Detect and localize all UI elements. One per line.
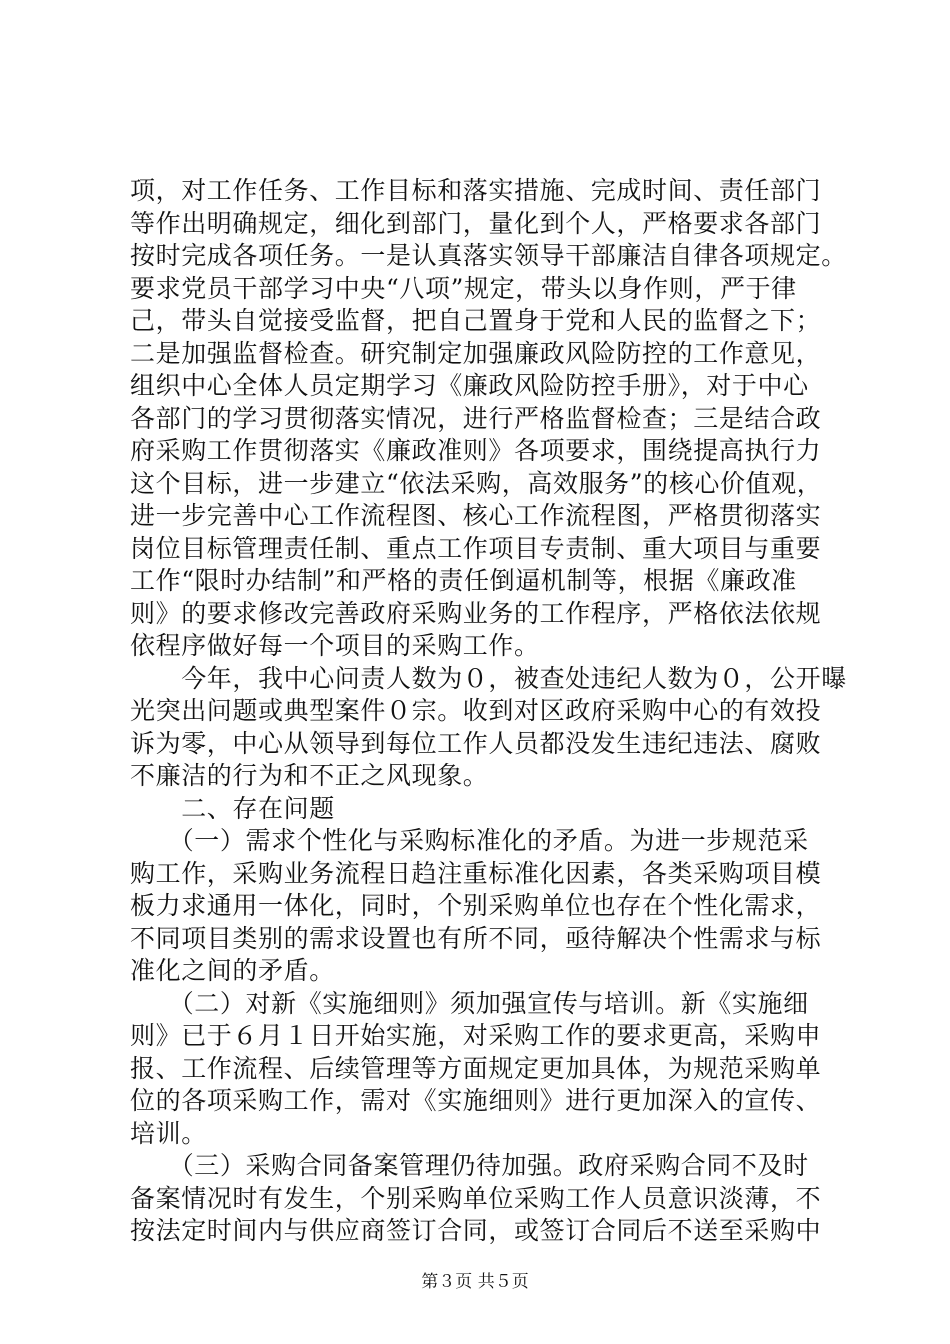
text-line: 己，带头自觉接受监督，把自己置身于党和人民的监督之下； bbox=[130, 306, 822, 335]
text-line: 不廉洁的行为和不正之风现象。 bbox=[130, 761, 489, 790]
text-line: 进一步完善中心工作流程图、核心工作流程图，严格贯彻落实 bbox=[130, 501, 822, 530]
section-heading: 二、存在问题 bbox=[130, 793, 335, 823]
text-line: （二）对新《实施细则》须加强宣传与培训。新《实施细 bbox=[130, 988, 809, 1018]
text-line: 购工作，采购业务流程日趋注重标准化因素，各类采购项目模 bbox=[130, 858, 822, 888]
text-line: 府采购工作贯彻落实《廉政准则》各项要求，围绕提高执行力 bbox=[130, 436, 822, 465]
text-line: 这个目标，进一步建立“依法采购，高效服务”的核心价值观， bbox=[130, 468, 823, 498]
text-line: 依程序做好每一个项目的采购工作。 bbox=[130, 631, 540, 660]
text-line: 组织中心全体人员定期学习《廉政风险防控手册》，对于中心 bbox=[130, 371, 809, 400]
text-line: （一）需求个性化与采购标准化的矛盾。为进一步规范采 bbox=[130, 826, 809, 855]
text-line: 要求党员干部学习中央“八项”规定，带头以身作则，严于律 bbox=[130, 273, 797, 303]
text-line: 今年，我中心问责人数为０，被查处违纪人数为０，公开曝 bbox=[130, 663, 847, 693]
text-line: 备案情况时有发生，个别采购单位采购工作人员意识淡薄，不 bbox=[130, 1183, 822, 1213]
text-line: 准化之间的矛盾。 bbox=[130, 956, 335, 985]
text-line: 工作“限时办结制”和严格的责任倒逼机制等，根据《廉政准 bbox=[130, 566, 797, 595]
text-line: 岗位目标管理责任制、重点工作项目专责制、重大项目与重要 bbox=[130, 533, 822, 563]
text-line: 培训。 bbox=[130, 1118, 207, 1148]
text-line: 各部门的学习贯彻落实情况，进行严格监督检查；三是结合政 bbox=[130, 403, 822, 433]
text-line: 不同项目类别的需求设置也有所不同，亟待解决个性需求与标 bbox=[130, 923, 822, 953]
text-line: 光突出问题或典型案件０宗。收到对区政府采购中心的有效投 bbox=[130, 696, 822, 725]
text-line: 二是加强监督检查。研究制定加强廉政风险防控的工作意见， bbox=[130, 338, 822, 368]
text-line: 项，对工作任务、工作目标和落实措施、完成时间、责任部门 bbox=[130, 176, 822, 205]
text-line: 等作出明确规定，细化到部门，量化到个人，严格要求各部门 bbox=[130, 208, 822, 238]
text-line: 按法定时间内与供应商签订合同，或签订合同后不送至采购中 bbox=[130, 1216, 822, 1245]
text-line: 板力求通用一体化，同时，个别采购单位也存在个性化需求， bbox=[130, 891, 822, 920]
document-body bbox=[130, 175, 847, 1248]
text-line: 则》已于６月１日开始实施，对采购工作的要求更高，采购申 bbox=[130, 1021, 822, 1050]
text-line: 位的各项采购工作，需对《实施细则》进行更加深入的宣传、 bbox=[130, 1086, 822, 1115]
text-line: 诉为零，中心从领导到每位工作人员都没发生违纪违法、腐败 bbox=[130, 728, 822, 758]
page-number-footer: 第３页 共５页 bbox=[421, 1272, 529, 1292]
text-line: 报、工作流程、后续管理等方面规定更加具体，为规范采购单 bbox=[130, 1053, 822, 1083]
text-line: 按时完成各项任务。一是认真落实领导干部廉洁自律各项规定。 bbox=[130, 241, 847, 270]
text-line: （三）采购合同备案管理仍待加强。政府采购合同不及时 bbox=[130, 1151, 809, 1180]
text-line: 则》的要求修改完善政府采购业务的工作程序，严格依法依规 bbox=[130, 598, 822, 628]
